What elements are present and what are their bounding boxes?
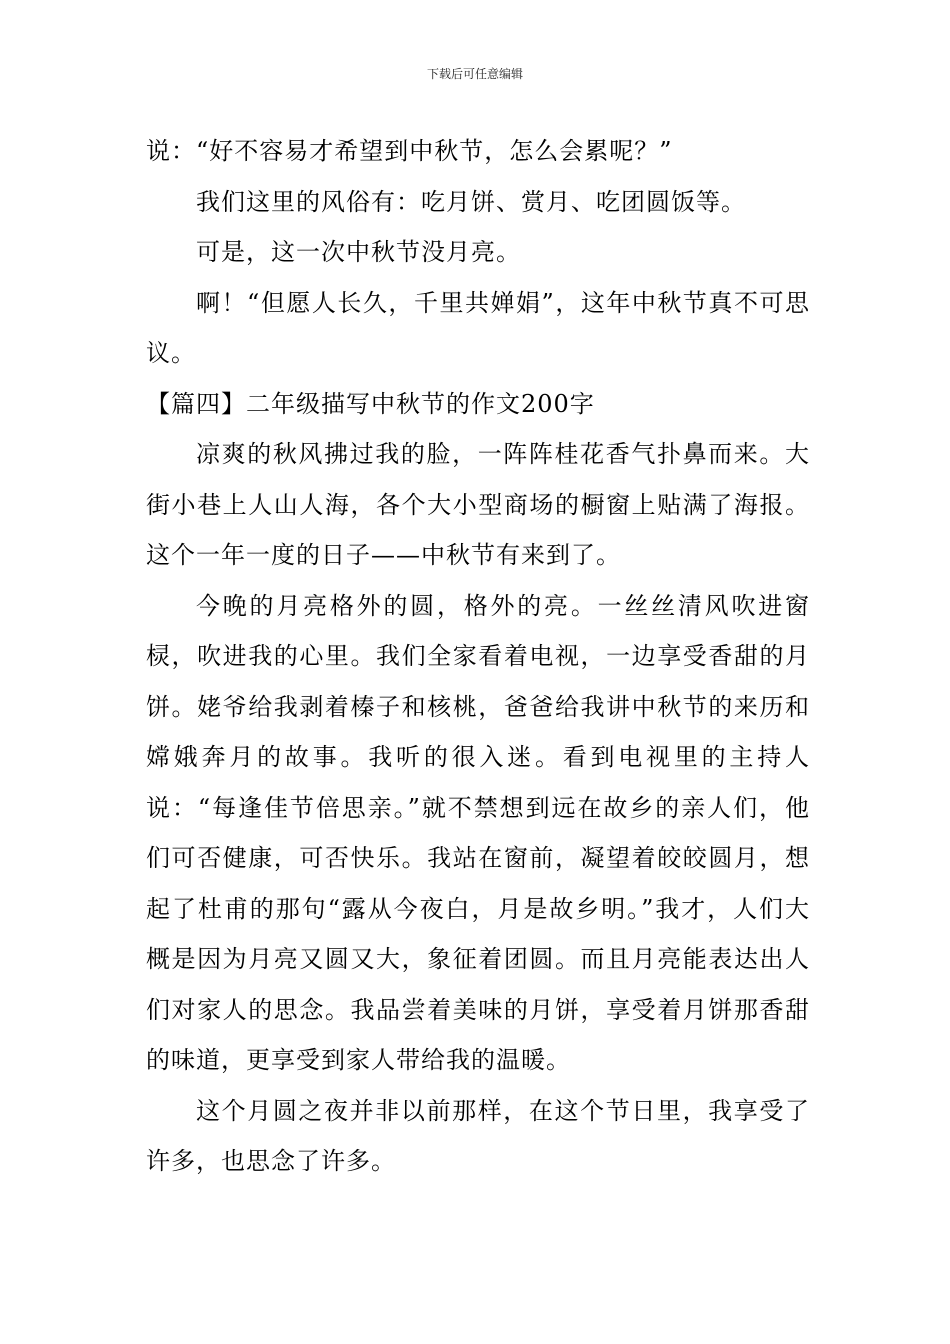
paragraph-continuation: 说：“好不容易才希望到中秋节，怎么会累呢？” xyxy=(146,137,673,165)
paragraph-no-moon: 可是，这一次中秋节没月亮。 xyxy=(196,238,521,266)
section-heading: 【篇四】二年级描写中秋节的作文200字 xyxy=(146,389,595,418)
paragraph-tonight-moon: 今晚的月亮格外的圆，格外的亮。一丝丝清风吹进窗棂，吹进我的心里。我们全家看着电视，一边享受香甜的月饼。姥爷给我剥着榛子和核桃，爸爸给我讲中秋节的来历和嫦娥奔月的故事。我听的很入迷。看到电视里的主持人说：“每逢佳节倍思亲。”就不禁想到远在故乡的亲人们，他们可否健康，可否快乐。我站在窗前，凝望着皎皎圆月，想起了杜甫的那句“露从今夜白，月是故乡明。”我才，人们大概是因为月亮又圆又大，象征着团圆。而且月亮能表达出人们对家人的思念。我品尝着美味的月饼，享受着月饼那香甜的味道，更享受到家人带给我的温暖。 xyxy=(146,591,810,1074)
paragraph-exclamation: 啊！“但愿人长久，千里共婵娟”，这年中秋节真不可思议。 xyxy=(146,288,810,367)
paragraph-conclusion: 这个月圆之夜并非以前那样，在这个节日里，我享受了许多，也思念了许多。 xyxy=(146,1096,810,1175)
document-body xyxy=(146,126,810,1187)
paragraph-autumn-wind: 凉爽的秋风拂过我的脸，一阵阵桂花香气扑鼻而来。大街小巷上人山人海，各个大小型商场的橱窗上贴满了海报。这个一年一度的日子——中秋节有来到了。 xyxy=(146,440,810,569)
page-header: 下载后可任意编辑 xyxy=(426,67,523,81)
paragraph-customs: 我们这里的风俗有：吃月饼、赏月、吃团圆饭等。 xyxy=(196,187,746,216)
